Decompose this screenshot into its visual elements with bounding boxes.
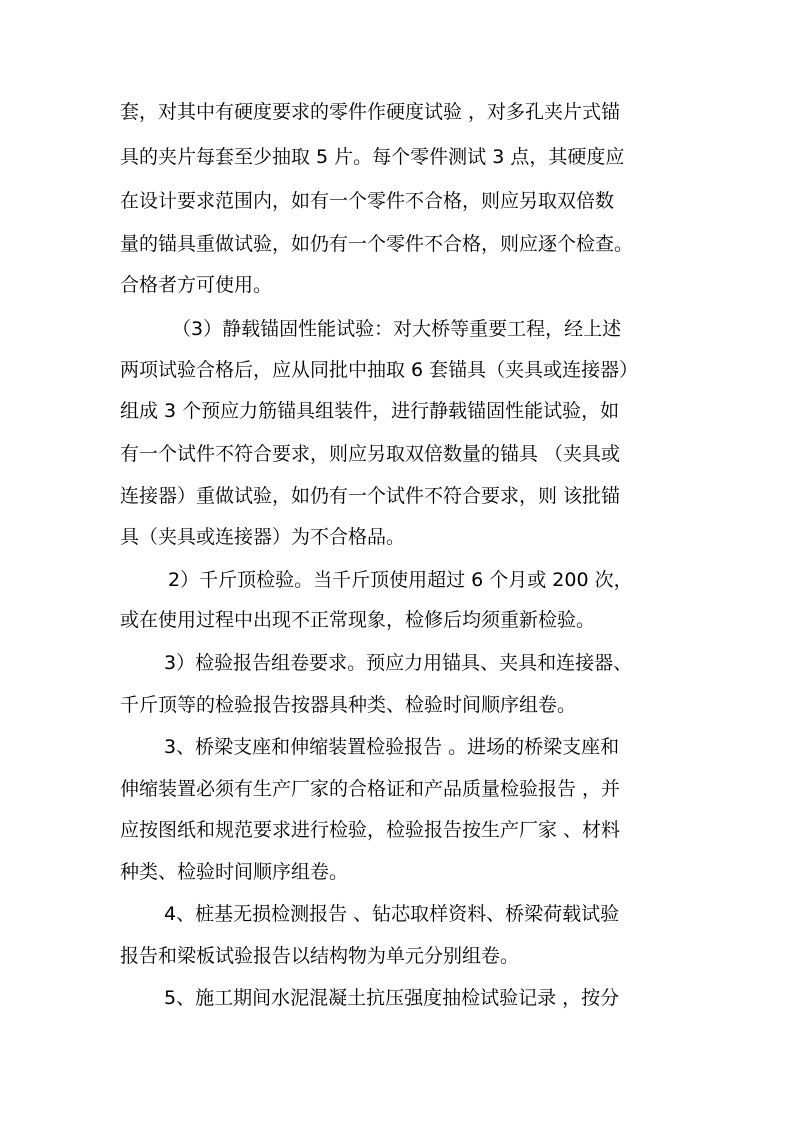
body-line: 套，对其中有硬度要求的零件作硬度试验 ，对多孔夹片式锚 [120, 101, 621, 123]
body-line: 报告和梁板试验报告以结构物为单元分别组卷。 [120, 945, 520, 967]
body-line: 连接器）重做试验，如仍有一个试件不符合要求，则 该批锚 [120, 485, 621, 507]
body-line: 具（夹具或连接器）为不合格品。 [120, 526, 406, 548]
body-line: 在设计要求范围内，如有一个零件不合格，则应另取双倍数 [120, 190, 615, 212]
body-line: 伸缩装置必须有生产厂家的合格证和产品质量检验报告 ，并 [120, 778, 621, 800]
body-line: 两项试验合格后，应从同批中抽取 6 套锚具（夹具或连接器） [120, 359, 639, 381]
body-line: 2）千斤顶检验。当千斤顶使用超过 6 个月或 200 次， [168, 569, 633, 591]
body-line: 或在使用过程中出现不正常现象，检修后均须重新检验。 [120, 609, 596, 631]
body-line: 5、施工期间水泥混凝土抗压强度抽检试验记录 ，按分 [164, 987, 620, 1009]
body-line: 3、桥梁支座和伸缩装置检验报告 。进场的桥梁支座和 [164, 736, 620, 758]
body-line: 应按图纸和规范要求进行检验，检验报告按生产厂家 、材料 [120, 819, 621, 841]
body-line: 种类、检验时间顺序组卷。 [120, 861, 349, 883]
body-line: 千斤顶等的检验报告按器具种类、检验时间顺序组卷。 [120, 694, 577, 716]
body-line: 4、桩基无损检测报告 、钻芯取样资料、桥梁荷载试验 [164, 903, 620, 925]
body-line: （3）静载锚固性能试验：对大桥等重要工程，经上述 [172, 318, 622, 340]
body-line: 量的锚具重做试验，如仍有一个零件不合格，则应逐个检查。 [120, 233, 634, 255]
body-line: 组成 3 个预应力筋锚具组装件，进行静载锚固性能试验，如 [120, 400, 620, 422]
body-line: 合格者方可使用。 [120, 274, 273, 296]
body-line: 3）检验报告组卷要求。预应力用锚具、夹具和连接器、 [164, 652, 633, 674]
body-line: 具的夹片每套至少抽取 5 片。每个零件测试 3 点，其硬度应 [120, 146, 625, 168]
body-line: 有一个试件不符合要求，则应另取双倍数量的锚具 （夹具或 [120, 443, 621, 465]
